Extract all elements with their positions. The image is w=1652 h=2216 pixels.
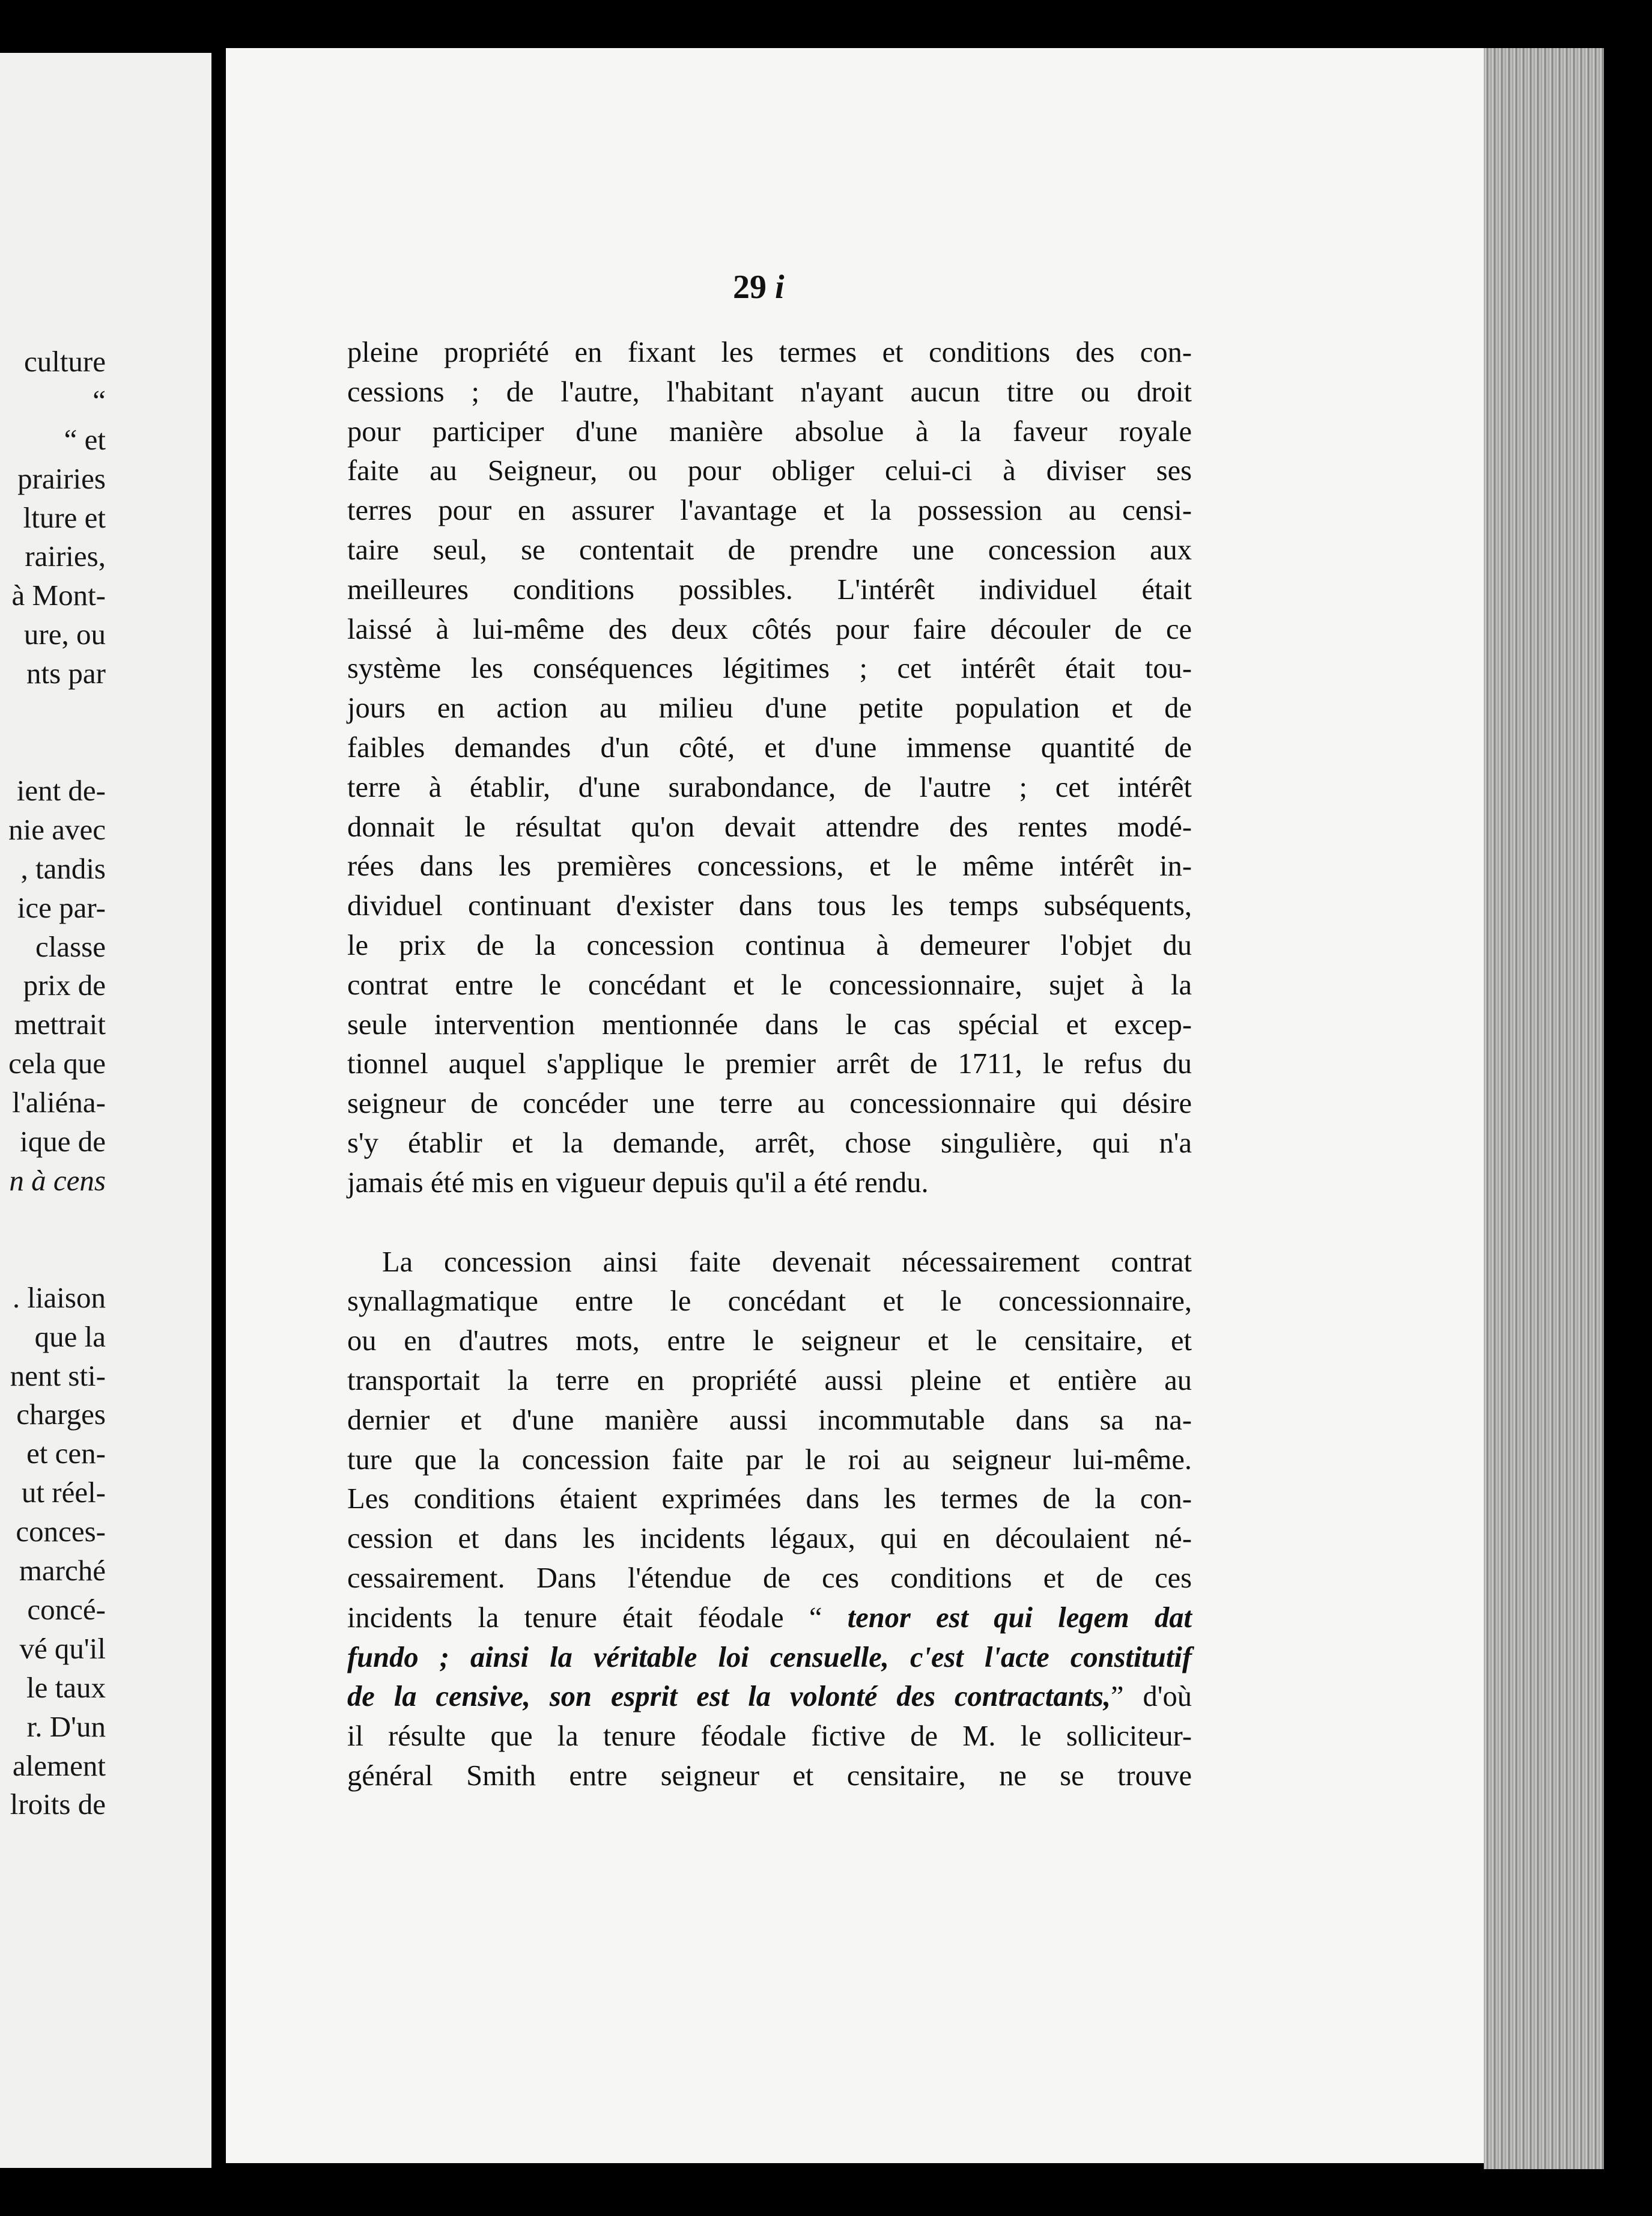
text-line: le prix de la concession continua à demeurer l'objet du bbox=[347, 929, 1192, 961]
page-number-value: 29 bbox=[733, 269, 767, 306]
facing-line: à Mont- bbox=[11, 579, 106, 612]
text-line: faibles demandes d'un côté, et d'une immense quantité de bbox=[347, 731, 1192, 764]
text-line: rées dans les premières concessions, et le même intérêt in- bbox=[347, 850, 1192, 883]
page-number bbox=[733, 268, 853, 306]
facing-line: ure, ou bbox=[23, 618, 106, 651]
text-line: La concession ainsi faite devenait nécessairement contrat bbox=[382, 1246, 1192, 1278]
text-line: seule intervention mentionnée dans le cas spécial et excep- bbox=[347, 1008, 1192, 1041]
text-line: Les conditions étaient exprimées dans les termes de la con- bbox=[347, 1483, 1192, 1515]
facing-line: n à cens bbox=[9, 1163, 106, 1197]
facing-line: ut réel- bbox=[21, 1476, 106, 1509]
facing-line: charges bbox=[16, 1398, 106, 1431]
facing-line: lroits de bbox=[10, 1788, 106, 1821]
facing-line: nts par bbox=[26, 657, 106, 690]
facing-line: “ et bbox=[64, 422, 106, 456]
facing-line: concé- bbox=[27, 1592, 106, 1626]
facing-line: le taux bbox=[26, 1670, 106, 1704]
text-line: cessions ; de l'autre, l'habitant n'ayant aucun titre ou droit bbox=[347, 376, 1192, 408]
facing-line: nent sti- bbox=[10, 1359, 106, 1392]
text-line: pour participer d'une manière absolue à la faveur royale bbox=[347, 415, 1192, 448]
text-line: laissé à lui-même des deux côtés pour faire découler de ce bbox=[347, 613, 1192, 645]
quote-close: ” d'où bbox=[1111, 1681, 1192, 1713]
text-line: tionnel auquel s'applique le premier arrêt de 1711, le refus du bbox=[347, 1048, 1192, 1080]
paragraph-2 bbox=[347, 1243, 1192, 1796]
facing-line: prix de bbox=[23, 969, 106, 1002]
facing-line: rairies, bbox=[25, 540, 106, 573]
text-line: s'y établir et la demande, arrêt, chose singulière, qui n'a bbox=[347, 1127, 1192, 1159]
facing-line: r. D'un bbox=[26, 1709, 106, 1743]
facing-line: et cen- bbox=[26, 1437, 106, 1470]
facing-line: conces- bbox=[16, 1515, 106, 1548]
facing-line-gap bbox=[0, 1201, 106, 1279]
page-edge-stack bbox=[1484, 48, 1604, 2169]
quote-line: fundo ; ainsi la véritable loi censuelle, c'est l'acte constitutif bbox=[347, 1641, 1192, 1673]
text-line: ou en d'autres mots, entre le seigneur et le censitaire, et bbox=[347, 1325, 1192, 1357]
scan-edge bbox=[1604, 36, 1652, 2216]
text-line: transportait la terre en propriété aussi pleine et entière au bbox=[347, 1364, 1192, 1396]
text-line: dernier et d'une manière aussi incommutable dans sa na- bbox=[347, 1404, 1192, 1436]
facing-line: ique de bbox=[20, 1125, 106, 1158]
text-line: ture que la concession faite par le roi au seigneur lui-même. bbox=[347, 1443, 1192, 1476]
facing-line: “ bbox=[93, 383, 106, 417]
facing-line: . liaison bbox=[12, 1280, 106, 1314]
text-line: jamais été mis en vigueur depuis qu'il a été rendu. bbox=[347, 1166, 929, 1199]
text-line: jours en action au milieu d'une petite population et de bbox=[347, 692, 1192, 725]
facing-page-text bbox=[0, 342, 106, 1824]
facing-line: mettrait bbox=[14, 1008, 106, 1041]
facing-line: lture et bbox=[23, 501, 106, 534]
text-line: synallagmatique entre le concédant et le concessionnaire, bbox=[347, 1285, 1192, 1318]
facing-line: classe bbox=[35, 930, 106, 963]
facing-line: que la bbox=[34, 1320, 106, 1353]
facing-line: ient de- bbox=[16, 774, 106, 808]
facing-line: cela que bbox=[8, 1047, 106, 1080]
facing-line: nie avec bbox=[8, 812, 106, 846]
text-line: dividuel continuant d'exister dans tous les temps subséquents, bbox=[347, 890, 1192, 922]
text-line: pleine propriété en fixant les termes et conditions des con- bbox=[347, 336, 1192, 368]
facing-line: marché bbox=[19, 1554, 106, 1587]
text-line: il résulte que la tenure féodale fictive de M. le solliciteur- bbox=[347, 1720, 1192, 1753]
text-line: système les conséquences légitimes ; cet intérêt était tou- bbox=[347, 653, 1192, 685]
facing-line: culture bbox=[23, 345, 106, 378]
text-line: cession et dans les incidents légaux, qui en découlaient né- bbox=[347, 1523, 1192, 1555]
facing-line: alement bbox=[12, 1749, 106, 1782]
latin-quote: tenor est qui legem dat bbox=[847, 1601, 1192, 1634]
text-line-quote-start bbox=[347, 1598, 1192, 1638]
text-line: seigneur de concéder une terre au concessionnaire qui désire bbox=[347, 1088, 1192, 1120]
facing-line-gap bbox=[0, 693, 106, 772]
facing-line: , tandis bbox=[20, 851, 106, 885]
page-number-mark: i bbox=[775, 269, 785, 306]
facing-line: vé qu'il bbox=[19, 1631, 106, 1665]
text-line: donnait le résultat qu'on devait attendre des rentes modé- bbox=[347, 811, 1192, 843]
book-gutter bbox=[211, 53, 226, 2168]
text-line: cessairement. Dans l'étendue de ces conditions et de ces bbox=[347, 1562, 1192, 1594]
body-text bbox=[347, 333, 1192, 1796]
text-line: faite au Seigneur, ou pour obliger celui-ci à diviser ses bbox=[347, 455, 1192, 487]
paragraph-1 bbox=[347, 333, 1192, 1203]
tenure-text: incidents la tenure était féodale “ bbox=[347, 1601, 822, 1634]
text-line: terres pour en assurer l'avantage et la possession au censi- bbox=[347, 495, 1192, 527]
facing-line: l'aliéna- bbox=[12, 1086, 106, 1119]
facing-page-fragment bbox=[0, 53, 211, 2168]
text-line: contrat entre le concédant et le concessionnaire, sujet à la bbox=[347, 969, 1192, 1001]
facing-line: prairies bbox=[17, 461, 106, 495]
text-line: terre à établir, d'une surabondance, de l'autre ; cet intérêt bbox=[347, 771, 1192, 803]
facing-line: ice par- bbox=[17, 890, 106, 924]
text-line: meilleures conditions possibles. L'intérêt individuel était bbox=[347, 573, 1192, 606]
text-line: taire seul, se contentait de prendre une concession aux bbox=[347, 534, 1192, 566]
quote-text: de la censive, son esprit est la volonté des contractants, bbox=[347, 1681, 1111, 1713]
text-line: général Smith entre seigneur et censitaire, ne se trouve bbox=[347, 1759, 1192, 1792]
text-line-quote-end bbox=[347, 1677, 1192, 1717]
